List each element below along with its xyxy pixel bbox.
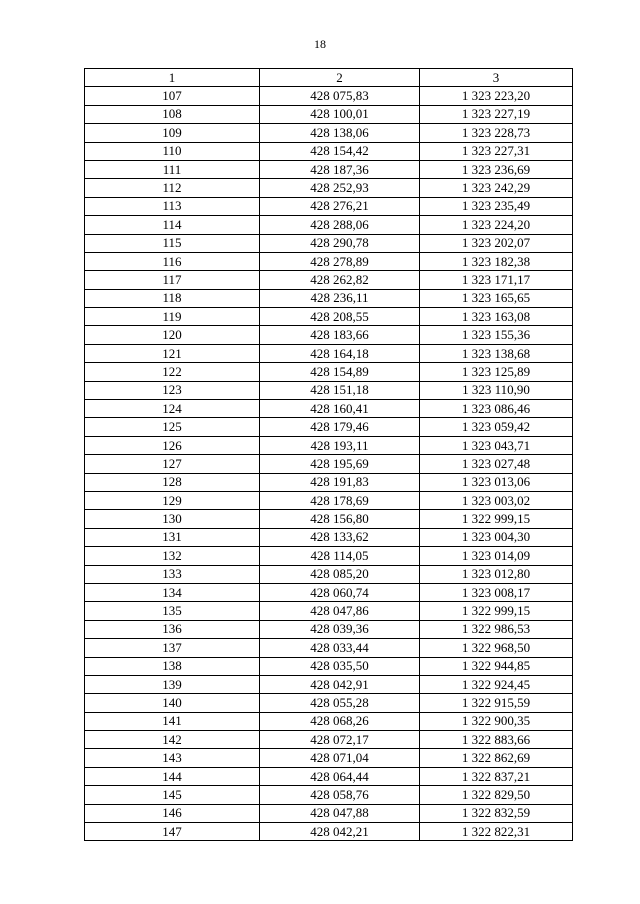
point-number-cell: 115: [85, 234, 260, 252]
y-coordinate-cell: 1 323 223,20: [420, 87, 573, 105]
table-row: [85, 675, 573, 693]
table-row: [85, 418, 573, 436]
x-coordinate-cell: 428 039,36: [260, 620, 420, 638]
y-coordinate-cell: 1 323 059,42: [420, 418, 573, 436]
y-coordinate-cell: 1 323 236,69: [420, 160, 573, 178]
point-number-cell: 126: [85, 436, 260, 454]
point-number-cell: 142: [85, 731, 260, 749]
point-number-cell: 111: [85, 160, 260, 178]
x-coordinate-cell: 428 114,05: [260, 547, 420, 565]
table-row: [85, 234, 573, 252]
x-coordinate-cell: 428 068,26: [260, 712, 420, 730]
table-row: [85, 308, 573, 326]
point-number-cell: 107: [85, 87, 260, 105]
x-coordinate-cell: 428 183,66: [260, 326, 420, 344]
x-coordinate-cell: 428 288,06: [260, 216, 420, 234]
table-row: [85, 767, 573, 785]
y-coordinate-cell: 1 323 012,80: [420, 565, 573, 583]
point-number-cell: 139: [85, 675, 260, 693]
table-row: [85, 712, 573, 730]
point-number-cell: 138: [85, 657, 260, 675]
point-number-cell: 136: [85, 620, 260, 638]
table-row: [85, 216, 573, 234]
point-number-cell: 147: [85, 823, 260, 841]
x-coordinate-cell: 428 058,76: [260, 786, 420, 804]
table-row: [85, 105, 573, 123]
table-row: [85, 87, 573, 105]
table-row: [85, 620, 573, 638]
y-coordinate-cell: 1 323 043,71: [420, 436, 573, 454]
point-number-cell: 133: [85, 565, 260, 583]
x-coordinate-cell: 428 178,69: [260, 491, 420, 509]
table-row: [85, 473, 573, 491]
x-coordinate-cell: 428 179,46: [260, 418, 420, 436]
point-number-cell: 129: [85, 491, 260, 509]
table-row: [85, 749, 573, 767]
table-row: [85, 731, 573, 749]
y-coordinate-cell: 1 323 171,17: [420, 271, 573, 289]
point-number-cell: 109: [85, 124, 260, 142]
y-coordinate-cell: 1 322 829,50: [420, 786, 573, 804]
coordinates-table: [84, 68, 573, 841]
point-number-cell: 134: [85, 583, 260, 601]
x-coordinate-cell: 428 100,01: [260, 105, 420, 123]
x-coordinate-cell: 428 160,41: [260, 400, 420, 418]
table-row: [85, 639, 573, 657]
y-coordinate-cell: 1 322 883,66: [420, 731, 573, 749]
table-row: [85, 400, 573, 418]
y-coordinate-cell: 1 322 944,85: [420, 657, 573, 675]
y-coordinate-cell: 1 323 110,90: [420, 381, 573, 399]
point-number-cell: 146: [85, 804, 260, 822]
point-number-cell: 122: [85, 363, 260, 381]
y-coordinate-cell: 1 322 999,15: [420, 510, 573, 528]
y-coordinate-cell: 1 323 227,19: [420, 105, 573, 123]
table-row: [85, 381, 573, 399]
table-row: [85, 142, 573, 160]
x-coordinate-cell: 428 064,44: [260, 767, 420, 785]
point-number-cell: 131: [85, 528, 260, 546]
x-coordinate-cell: 428 252,93: [260, 179, 420, 197]
y-coordinate-cell: 1 323 086,46: [420, 400, 573, 418]
table-row: [85, 786, 573, 804]
table-row: [85, 363, 573, 381]
y-coordinate-cell: 1 322 862,69: [420, 749, 573, 767]
y-coordinate-cell: 1 322 900,35: [420, 712, 573, 730]
y-coordinate-cell: 1 323 228,73: [420, 124, 573, 142]
x-coordinate-cell: 428 276,21: [260, 197, 420, 215]
x-coordinate-cell: 428 035,50: [260, 657, 420, 675]
y-coordinate-cell: 1 323 227,31: [420, 142, 573, 160]
y-coordinate-cell: 1 323 224,20: [420, 216, 573, 234]
point-number-cell: 128: [85, 473, 260, 491]
x-coordinate-cell: 428 236,11: [260, 289, 420, 307]
table-row: [85, 804, 573, 822]
x-coordinate-cell: 428 191,83: [260, 473, 420, 491]
x-coordinate-cell: 428 290,78: [260, 234, 420, 252]
x-coordinate-cell: 428 042,21: [260, 823, 420, 841]
y-coordinate-cell: 1 323 013,06: [420, 473, 573, 491]
table-row: [85, 491, 573, 509]
x-coordinate-cell: 428 156,80: [260, 510, 420, 528]
table-row: [85, 289, 573, 307]
point-number-cell: 144: [85, 767, 260, 785]
point-number-cell: 123: [85, 381, 260, 399]
y-coordinate-cell: 1 323 014,09: [420, 547, 573, 565]
y-coordinate-cell: 1 322 832,59: [420, 804, 573, 822]
x-coordinate-cell: 428 208,55: [260, 308, 420, 326]
table-row: [85, 160, 573, 178]
table-row: [85, 823, 573, 841]
y-coordinate-cell: 1 322 999,15: [420, 602, 573, 620]
x-coordinate-cell: 428 154,42: [260, 142, 420, 160]
point-number-cell: 141: [85, 712, 260, 730]
y-coordinate-cell: 1 322 924,45: [420, 675, 573, 693]
point-number-cell: 125: [85, 418, 260, 436]
table-row: [85, 436, 573, 454]
table-row: [85, 528, 573, 546]
page-number: 18: [314, 37, 326, 51]
x-coordinate-cell: 428 195,69: [260, 455, 420, 473]
y-coordinate-cell: 1 323 138,68: [420, 344, 573, 362]
x-coordinate-cell: 428 075,83: [260, 87, 420, 105]
point-number-cell: 121: [85, 344, 260, 362]
table-row: [85, 694, 573, 712]
table-row: [85, 271, 573, 289]
x-coordinate-cell: 428 047,88: [260, 804, 420, 822]
x-coordinate-cell: 428 072,17: [260, 731, 420, 749]
x-coordinate-cell: 428 055,28: [260, 694, 420, 712]
point-number-cell: 140: [85, 694, 260, 712]
x-coordinate-cell: 428 060,74: [260, 583, 420, 601]
y-coordinate-cell: 1 323 008,17: [420, 583, 573, 601]
x-coordinate-cell: 428 262,82: [260, 271, 420, 289]
x-coordinate-cell: 428 133,62: [260, 528, 420, 546]
point-number-cell: 130: [85, 510, 260, 528]
table-row: [85, 252, 573, 270]
table-body: [85, 87, 573, 841]
x-coordinate-cell: 428 164,18: [260, 344, 420, 362]
x-coordinate-cell: 428 138,06: [260, 124, 420, 142]
y-coordinate-cell: 1 323 235,49: [420, 197, 573, 215]
y-coordinate-cell: 1 323 163,08: [420, 308, 573, 326]
y-coordinate-cell: 1 323 165,65: [420, 289, 573, 307]
x-coordinate-cell: 428 042,91: [260, 675, 420, 693]
x-coordinate-cell: 428 278,89: [260, 252, 420, 270]
x-coordinate-cell: 428 047,86: [260, 602, 420, 620]
table-row: [85, 583, 573, 601]
y-coordinate-cell: 1 323 202,07: [420, 234, 573, 252]
point-number-cell: 124: [85, 400, 260, 418]
point-number-cell: 108: [85, 105, 260, 123]
point-number-cell: 118: [85, 289, 260, 307]
y-coordinate-cell: 1 323 125,89: [420, 363, 573, 381]
point-number-cell: 119: [85, 308, 260, 326]
table-header-row: [85, 69, 573, 87]
table-row: [85, 657, 573, 675]
point-number-cell: 135: [85, 602, 260, 620]
table-row: [85, 344, 573, 362]
x-coordinate-cell: 428 193,11: [260, 436, 420, 454]
point-number-cell: 127: [85, 455, 260, 473]
x-coordinate-cell: 428 085,20: [260, 565, 420, 583]
point-number-cell: 114: [85, 216, 260, 234]
y-coordinate-cell: 1 323 155,36: [420, 326, 573, 344]
x-coordinate-cell: 428 151,18: [260, 381, 420, 399]
table-row: [85, 179, 573, 197]
table-row: [85, 197, 573, 215]
table-row: [85, 326, 573, 344]
header-col-1: 1: [85, 69, 260, 87]
table-row: [85, 124, 573, 142]
point-number-cell: 143: [85, 749, 260, 767]
point-number-cell: 110: [85, 142, 260, 160]
y-coordinate-cell: 1 323 004,30: [420, 528, 573, 546]
y-coordinate-cell: 1 322 915,59: [420, 694, 573, 712]
point-number-cell: 145: [85, 786, 260, 804]
y-coordinate-cell: 1 322 986,53: [420, 620, 573, 638]
header-col-3: 3: [420, 69, 573, 87]
point-number-cell: 113: [85, 197, 260, 215]
table-row: [85, 602, 573, 620]
x-coordinate-cell: 428 071,04: [260, 749, 420, 767]
header-col-2: 2: [260, 69, 420, 87]
y-coordinate-cell: 1 323 027,48: [420, 455, 573, 473]
table-row: [85, 455, 573, 473]
table-row: [85, 565, 573, 583]
point-number-cell: 137: [85, 639, 260, 657]
y-coordinate-cell: 1 323 003,02: [420, 491, 573, 509]
y-coordinate-cell: 1 323 242,29: [420, 179, 573, 197]
y-coordinate-cell: 1 322 968,50: [420, 639, 573, 657]
table-row: [85, 510, 573, 528]
x-coordinate-cell: 428 033,44: [260, 639, 420, 657]
point-number-cell: 112: [85, 179, 260, 197]
point-number-cell: 120: [85, 326, 260, 344]
y-coordinate-cell: 1 323 182,38: [420, 252, 573, 270]
y-coordinate-cell: 1 322 822,31: [420, 823, 573, 841]
point-number-cell: 116: [85, 252, 260, 270]
x-coordinate-cell: 428 187,36: [260, 160, 420, 178]
point-number-cell: 117: [85, 271, 260, 289]
x-coordinate-cell: 428 154,89: [260, 363, 420, 381]
point-number-cell: 132: [85, 547, 260, 565]
table-row: [85, 547, 573, 565]
y-coordinate-cell: 1 322 837,21: [420, 767, 573, 785]
